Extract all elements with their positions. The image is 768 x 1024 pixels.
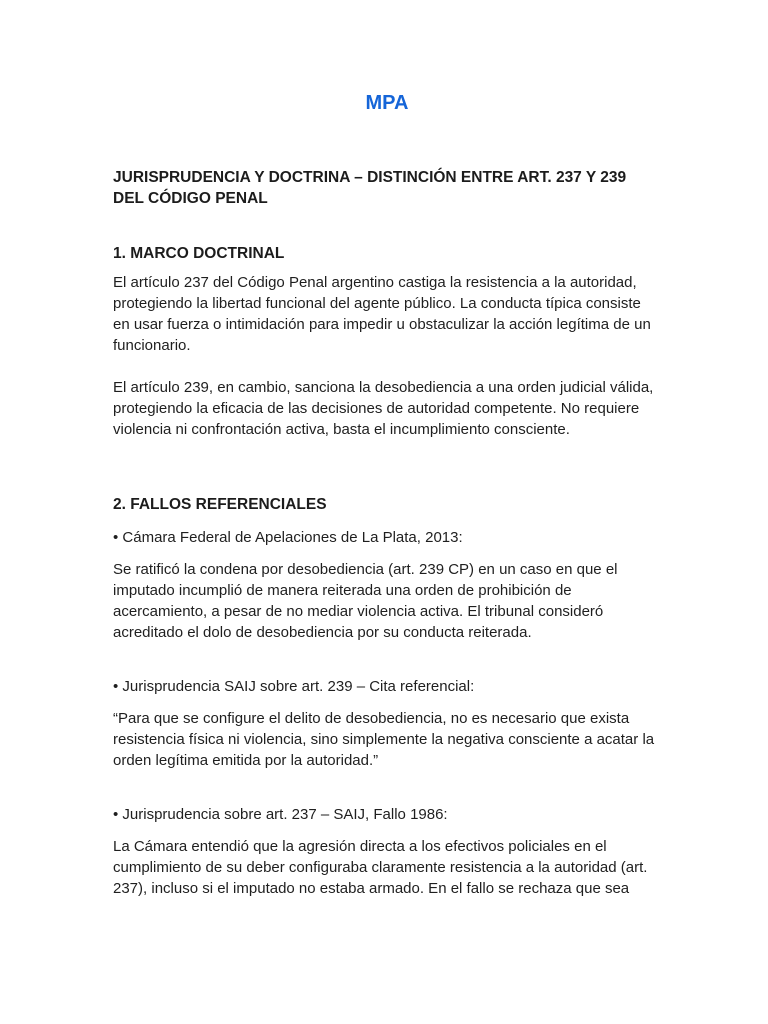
section-1-heading: 1. MARCO DOCTRINAL [113, 245, 285, 262]
citation-3-body: La Cámara entendió que la agresión directa a los efectivos policiales en el cumplimiento de su deber configuraba claramente resistencia a la autoridad (art. 237), incluso si el imputado no estaba armado. En el fallo se rechaza que sea [113, 838, 648, 897]
section-1-paragraph-2: El artículo 239, en cambio, sanciona la desobediencia a una orden judicial válida, protegiendo la eficacia de las decisiones de autoridad competente. No requiere violencia ni confrontación activa, basta el incumplimiento consciente. [113, 379, 654, 438]
document-main-heading: JURISPRUDENCIA Y DOCTRINA – DISTINCIÓN ENTRE ART. 237 Y 239 DEL CÓDIGO PENAL [113, 169, 627, 207]
citation-1-bullet: • Cámara Federal de Apelaciones de La Plata, 2013: [113, 529, 463, 546]
citation-1-body: Se ratificó la condena por desobediencia (art. 239 CP) en un caso en que el imputado incumplió de manera reiterada una orden de prohibición de acercamiento, a pesar de no mediar violencia activa. El tribunal consideró acreditado el dolo de desobediencia por su conducta reiterada. [113, 561, 618, 641]
citation-2-quote: “Para que se configure el delito de desobediencia, no es necesario que exista resistencia física ni violencia, sino simplemente la negativa consciente a acatar la orden legítima emitida por la autoridad.” [113, 710, 655, 769]
citation-3-bullet: • Jurisprudencia sobre art. 237 – SAIJ, Fallo 1986: [113, 806, 448, 823]
section-1-paragraph-1: El artículo 237 del Código Penal argentino castiga la resistencia a la autoridad, protegiendo la libertad funcional del agente público. La conducta típica consiste en usar fuerza o intimidación para impedir u obstaculizar la acción legítima de un funcionario. [113, 274, 651, 354]
citation-2-bullet: • Jurisprudencia SAIJ sobre art. 239 – Cita referencial: [113, 678, 475, 695]
document-title: MPA [365, 92, 409, 114]
section-2-heading: 2. FALLOS REFERENCIALES [113, 496, 327, 513]
